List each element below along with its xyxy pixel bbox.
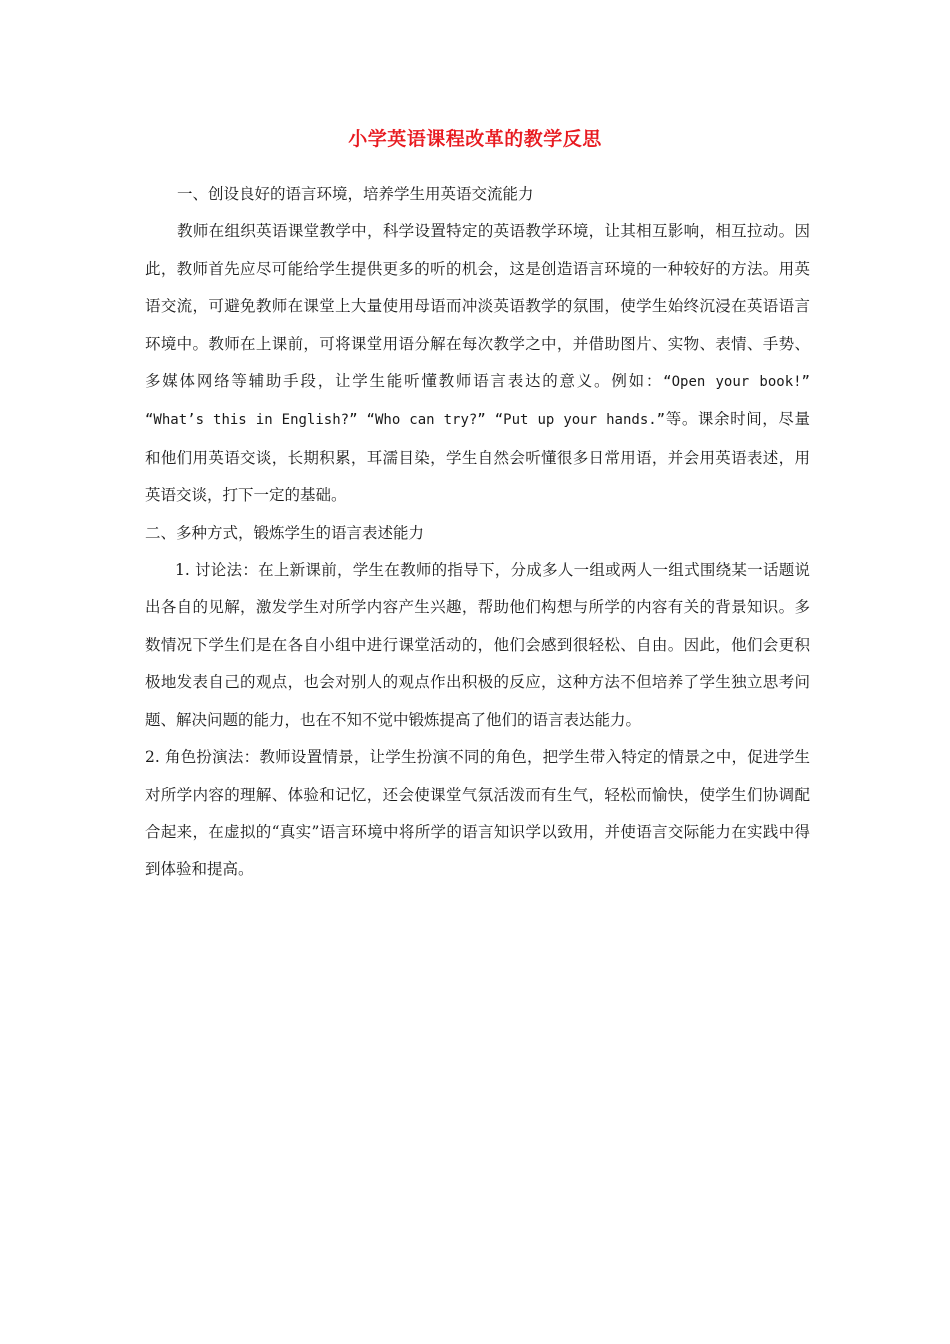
document-title: 小学英语课程改革的教学反思: [348, 128, 602, 150]
document-body: [145, 176, 810, 889]
section-1-paragraph-continued: 等。课余时间，尽量和他们用英语交谈，长期积累，耳濡目染，学生自然会听懂很多日常用语，并会用英语表述，用英语交谈，打下一定的基础。: [145, 410, 810, 505]
section-heading-1: 一、创设良好的语言环境，培养学生用英语交流能力: [177, 185, 534, 203]
list-item-discussion: 1. 讨论法：在上新课前，学生在教师的指导下，分成多人一组或两人一组式围绕某一话题说出各自的见解，激发学生对所学内容产生兴趣，帮助他们构想与所学的内容有关的背景知识。多数情况下学生们是在各自小组中进行课堂活动的，他们会感到很轻松、自由。因此，他们会更积极地发表自己的观点，也会对别人的观点作出积极的反应，这种方法不但培养了学生独立思考问题、解决问题的能力，也在不知不觉中锻炼提高了他们的语言表达能力。: [145, 561, 810, 729]
list-item-role-play: 2. 角色扮演法：教师设置情景，让学生扮演不同的角色，把学生带入特定的情景之中，促进学生对所学内容的理解、体验和记忆，还会使课堂气氛活泼而有生气，轻松而愉快，使学生们协调配合起来，在虚拟的“真实”语言环境中将所学的语言知识学以致用，并使语言交际能力在实践中得到体验和提高。: [145, 748, 810, 879]
section-1-paragraph: [145, 213, 810, 514]
example-phrases: “Open your book!” “What’s this in English?” “Who can try?” “Put up your hands.”: [145, 374, 810, 429]
section-1-paragraph-text: 教师在组织英语课堂教学中，科学设置特定的英语教学环境，让其相互影响，相互拉动。因此，教师首先应尽可能给学生提供更多的听的机会，这是创造语言环境的一种较好的方法。用英语交流，可避免教师在课堂上大量使用母语而冲淡英语教学的氛围，使学生始终沉浸在英语语言环境中。教师在上课前，可将课堂用语分解在每次教学之中，并借助图片、实物、表情、手势、多媒体网络等辅助手段，让学生能听懂教师语言表达的意义。例如：: [145, 222, 810, 391]
section-heading-2: 二、多种方式，锻炼学生的语言表述能力: [145, 523, 425, 542]
